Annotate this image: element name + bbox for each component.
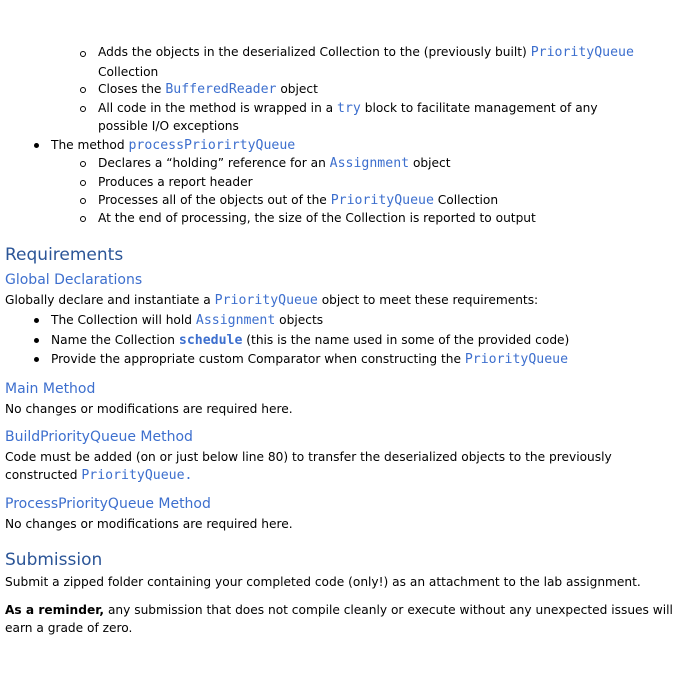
submission-heading: Submission bbox=[5, 550, 103, 570]
code-span: PriorityQueue bbox=[530, 45, 634, 60]
code-span: PriorityQueue. bbox=[81, 468, 193, 483]
list-item: The method processPriorirtyQueue bbox=[51, 138, 296, 153]
code-span: Assignment bbox=[195, 313, 276, 328]
list-item-continued: possible I/O exceptions bbox=[98, 119, 239, 133]
code-span: processPriorirtyQueue bbox=[128, 138, 296, 153]
list-item: Closes the BufferedReader object bbox=[98, 82, 318, 97]
code-span: try bbox=[337, 101, 361, 116]
code-span: PriorityQueue bbox=[464, 352, 569, 367]
dot-bullet-icon bbox=[34, 143, 39, 148]
list-item: Adds the objects in the deserialized Collection to the (previously built) PriorityQueue bbox=[98, 45, 634, 60]
list-item: At the end of processing, the size of the Collection is reported to output bbox=[98, 211, 536, 225]
list-item: Provide the appropriate custom Comparator when constructing the PriorityQueue bbox=[51, 352, 569, 367]
list-item-continued: Collection bbox=[98, 65, 159, 79]
dot-bullet-icon bbox=[34, 338, 39, 343]
process-method-heading: ProcessPriorityQueue Method bbox=[5, 496, 211, 512]
build-method-text-continued: constructed PriorityQueue. bbox=[5, 468, 193, 483]
global-declarations-heading: Global Declarations bbox=[5, 272, 143, 288]
circle-bullet-icon bbox=[80, 51, 86, 57]
main-method-heading: Main Method bbox=[5, 381, 96, 397]
circle-bullet-icon bbox=[80, 180, 86, 186]
list-item: The Collection will hold Assignment objects bbox=[51, 313, 324, 328]
list-item: Declares a “holding” reference for an Assignment object bbox=[98, 156, 451, 171]
process-method-text: No changes or modifications are required here. bbox=[5, 517, 293, 531]
circle-bullet-icon bbox=[80, 198, 86, 204]
dot-bullet-icon bbox=[34, 318, 39, 323]
requirements-heading: Requirements bbox=[5, 245, 124, 265]
code-span: BufferedReader bbox=[165, 82, 277, 97]
dot-bullet-icon bbox=[34, 357, 39, 362]
list-item: Processes all of the objects out of the PriorityQueue Collection bbox=[98, 193, 499, 208]
list-item: Name the Collection schedule (this is the name used in some of the provided code) bbox=[51, 333, 570, 348]
circle-bullet-icon bbox=[80, 216, 86, 222]
submission-text: Submit a zipped folder containing your completed code (only!) as an attachment to the lab assignment. bbox=[5, 575, 641, 589]
main-method-text: No changes or modifications are required here. bbox=[5, 402, 293, 416]
build-method-heading: BuildPriorityQueue Method bbox=[5, 429, 193, 445]
code-span: PriorityQueue bbox=[214, 293, 318, 308]
reminder-text-continued: earn a grade of zero. bbox=[5, 621, 133, 635]
circle-bullet-icon bbox=[80, 106, 86, 112]
reminder-text: As a reminder, any submission that does not compile cleanly or execute without any unexpected issues will bbox=[5, 603, 673, 617]
global-intro: Globally declare and instantiate a PriorityQueue object to meet these requirements: bbox=[5, 293, 539, 308]
build-method-text: Code must be added (on or just below line 80) to transfer the deserialized objects to the previously bbox=[5, 450, 612, 464]
circle-bullet-icon bbox=[80, 87, 86, 93]
code-span: Assignment bbox=[329, 156, 410, 171]
code-span: schedule bbox=[178, 333, 243, 348]
circle-bullet-icon bbox=[80, 161, 86, 167]
list-item: Produces a report header bbox=[98, 175, 253, 189]
list-item: All code in the method is wrapped in a try block to facilitate management of any bbox=[98, 101, 598, 116]
code-span: PriorityQueue bbox=[330, 193, 434, 208]
